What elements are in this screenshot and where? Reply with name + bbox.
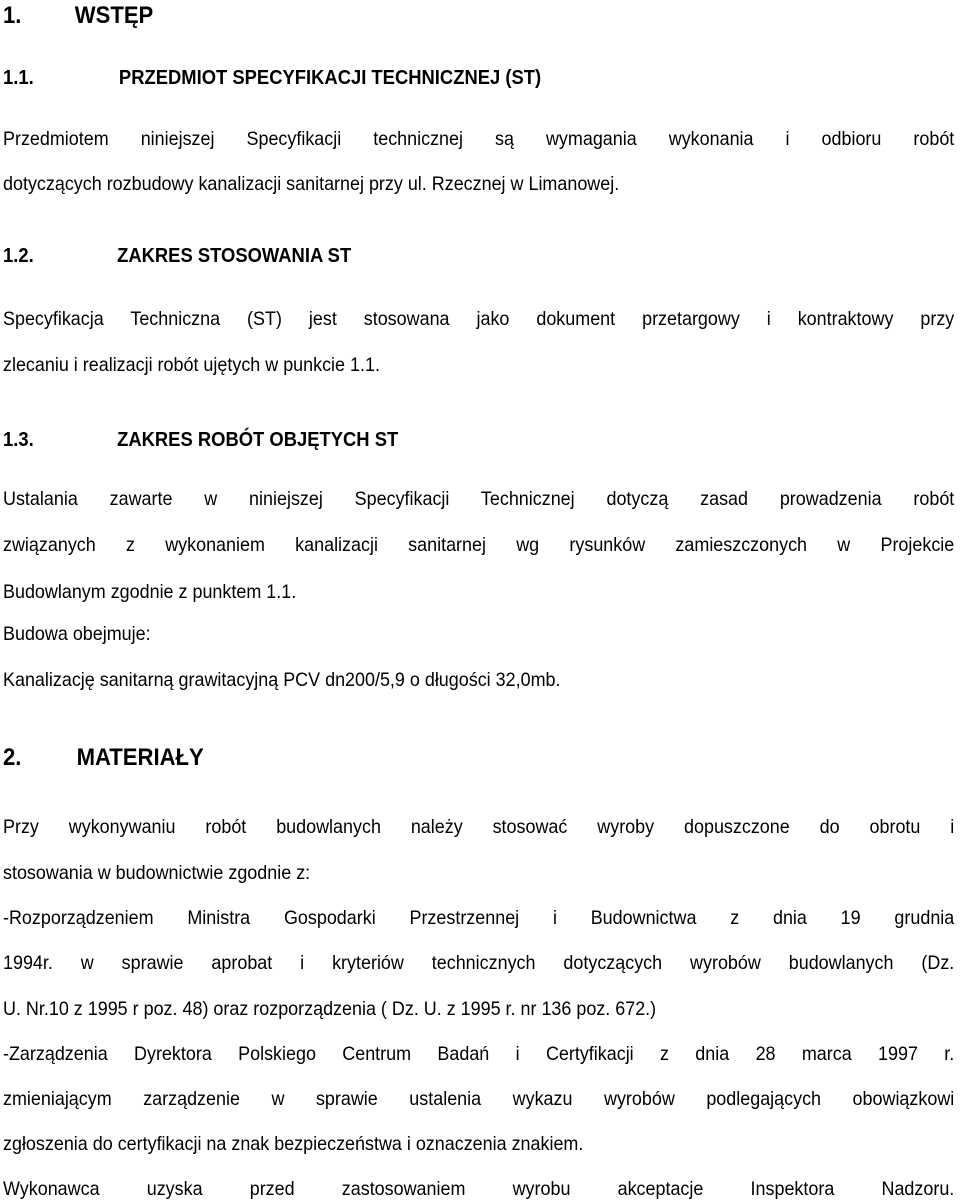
section-heading-1 (3, 2, 154, 30)
section-number: 1.2. (3, 245, 34, 267)
paragraph-line: Budowlanym zgodnie z punktem 1.1. (3, 581, 297, 603)
section-heading-1-3 (3, 428, 399, 452)
paragraph-line: Kanalizację sanitarną grawitacyjną PCV dn200/5,9 o długości 32,0mb. (3, 669, 561, 691)
paragraph-line: dotyczących rozbudowy kanalizacji sanitarnej przy ul. Rzecznej w Limanowej. (3, 173, 620, 195)
paragraph-line: Ustalania zawarte w niniejszej Specyfikacji Technicznej dotyczą zasad prowadzenia robót (3, 488, 955, 510)
paragraph-line: Specyfikacja Techniczna (ST) jest stosowana jako dokument przetargowy i kontraktowy przy (3, 308, 955, 330)
section-title: WSTĘP (74, 2, 154, 29)
section-heading-1-1 (3, 66, 542, 90)
section-title: PRZEDMIOT SPECYFIKACJI TECHNICZNEJ (ST) (118, 67, 542, 89)
paragraph-line: Wykonawca uzyska przed zastosowaniem wyrobu akceptacje Inspektora Nadzoru. (3, 1178, 955, 1200)
section-number: 2. (3, 744, 22, 771)
section-heading-1-2 (3, 244, 352, 268)
paragraph-line: związanych z wykonaniem kanalizacji sanitarnej wg rysunków zamieszczonych w Projekcie (3, 534, 955, 556)
paragraph-line: zlecaniu i realizacji robót ujętych w punkcie 1.1. (3, 354, 380, 376)
paragraph-line: U. Nr.10 z 1995 r poz. 48) oraz rozporządzenia ( Dz. U. z 1995 r. nr 136 poz. 672.) (3, 998, 657, 1020)
section-number: 1.1. (3, 67, 34, 89)
paragraph-line: Budowa obejmuje: (3, 623, 151, 645)
paragraph-line: Przedmiotem niniejszej Specyfikacji technicznej są wymagania wykonania i odbioru robót (3, 128, 955, 150)
paragraph-line: zmieniającym zarządzenie w sprawie ustalenia wykazu wyrobów podlegających obowiązkowi (3, 1088, 955, 1110)
paragraph-line: zgłoszenia do certyfikacji na znak bezpieczeństwa i oznaczenia znakiem. (3, 1133, 584, 1155)
section-heading-2 (3, 744, 204, 772)
paragraph-line: stosowania w budownictwie zgodnie z: (3, 862, 311, 884)
paragraph-line: Przy wykonywaniu robót budowlanych należy stosować wyroby dopuszczone do obrotu i (3, 816, 955, 838)
section-title: ZAKRES STOSOWANIA ST (117, 245, 352, 267)
section-title: ZAKRES ROBÓT OBJĘTYCH ST (117, 429, 399, 451)
paragraph-line: 1994r. w sprawie aprobat i kryteriów technicznych dotyczących wyrobów budowlanych (Dz. (3, 952, 955, 974)
section-number: 1. (3, 2, 22, 29)
paragraph-line: -Rozporządzeniem Ministra Gospodarki Przestrzennej i Budownictwa z dnia 19 grudnia (3, 907, 955, 929)
paragraph-line: -Zarządzenia Dyrektora Polskiego Centrum Badań i Certyfikacji z dnia 28 marca 1997 r. (3, 1043, 955, 1065)
section-title: MATERIAŁY (76, 744, 204, 771)
section-number: 1.3. (3, 429, 34, 451)
